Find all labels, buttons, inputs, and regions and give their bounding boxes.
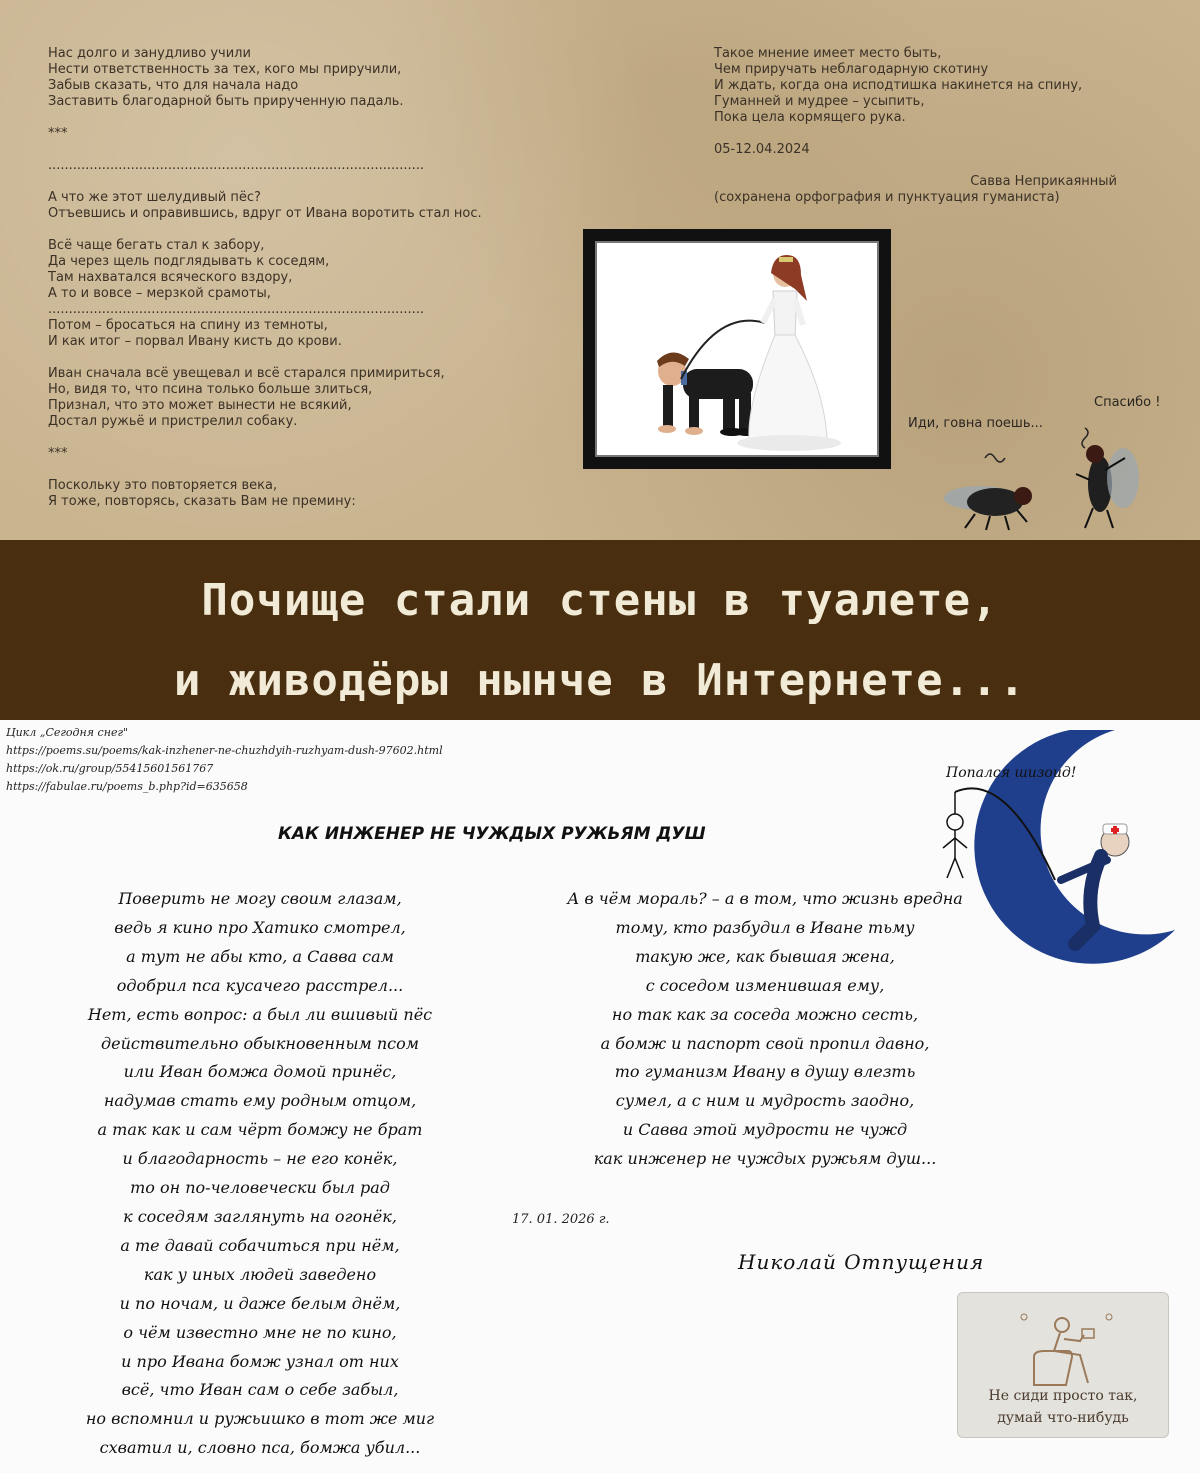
figurine-picture-frame bbox=[583, 229, 891, 469]
fly-speech-right: Спасибо ! bbox=[1094, 395, 1161, 410]
poem-author: Николай Отпущения bbox=[738, 1250, 985, 1274]
poem-left-column: Поверить не могу своим глазам, ведь я кино про Хатико смотрел, а тут не абы кто, а Савва сам одобрил пса кусачего расстрел... Нет, есть вопрос: а был ли вшивый пёс действительно обыкновенным псом или Иван бомжа домой принёс, надумав стать ему родным отцом, а так как и сам чёрт бомжу не брат и благодарность – не его конёк, то он по-человечески был рад к соседям заглянуть на огонёк, а те давай собачиться при нём, как у иных людей заведено и по ночам, и даже белым днём, о чём известно мне не по кино, и про Ивана бомж узнал от них всё, что Иван сам о себе забыл, но вспомнил и ружьишко в тот же миг схватил и, словно пса, бомжа убил... bbox=[85, 889, 435, 1458]
thinker-on-toilet-icon bbox=[1014, 1311, 1114, 1389]
cycle-label: Цикл „Сегодня снег" bbox=[6, 726, 129, 739]
bottom-section bbox=[0, 720, 1200, 1473]
top-section bbox=[0, 0, 1200, 540]
toilet-sign-plaque bbox=[957, 1292, 1169, 1438]
poem-right-column: А в чём мораль? – а в том, что жизнь вредна тому, кто разбудил в Иване тьму такую же, как бывшая жена, с соседом изменившая ему, но так как за соседа можно сесть, а бомж и паспорт свой пропил давно, то гуманизм Ивану в душу влезть сумел, а с ним и мудрость заодно, и Савва этой мудрости не чужд как инженер не чуждых ружьям душ... bbox=[567, 889, 963, 1169]
source-link-fabulae[interactable]: https://fabulae.ru/poems_b.php?id=635658 bbox=[6, 780, 248, 793]
banner-line-2: и живодёры нынче в Интернете... bbox=[173, 655, 1027, 706]
poem-date: 17. 01. 2026 г. bbox=[512, 1212, 610, 1227]
plaque-caption: Не сиди просто так, думай что-нибудь bbox=[988, 1388, 1138, 1426]
banner-line-1: Почище стали стены в туалете, bbox=[201, 575, 999, 626]
bride-leash-groom-figurine-icon bbox=[597, 243, 877, 455]
moon-caption: Попался шизоид! bbox=[946, 765, 1077, 781]
satirical-poem-right: Такое мнение имеет место быть, Чем приручать неблагодарную скотину И ждать, когда она исподтишка накинется на спину, Гуманней и мудрее – усыпить, Пока цела кормящего рука. 05-12.04.2024 Савва Неприкаянный (сохранена орфография и пунктуация гуманиста) bbox=[714, 46, 1117, 205]
poem-title: КАК ИНЖЕНЕР НЕ ЧУЖДЫХ РУЖЬЯМ ДУШ bbox=[278, 824, 706, 844]
source-link-ok[interactable]: https://ok.ru/group/55415601561767 bbox=[6, 762, 214, 775]
banner bbox=[0, 540, 1200, 720]
satirical-poem-left: Нас долго и занудливо учили Нести ответственность за тех, кого мы приручили, Забыв сказать, что для начала надо Заставить благодарной быть прирученную падаль. *** ........................................................................................... А что же этот шелудивый пёс? Отъевшись и оправившись, вдруг от Ивана воротить стал нос. Всё чаще бегать стал к забору, Да через щель подглядывать к соседям, Там нахватался всяческого вздору, А то и вовсе – мерзкой срамоты, ........................................................................................... Потом – бросаться на спину из темноты, И как итог – порвал Ивану кисть до крови. Иван сначала всё увещевал и всё старался примириться, Но, видя то, что псина только больше злиться, Признал, что это может вынести не всякий, Достал ружьё и пристрелил собаку. *** Поскольку это повторяется века, Я тоже, повторясь, сказать Вам не премину: bbox=[48, 46, 482, 509]
source-link-poems[interactable]: https://poems.su/poems/kak-inzhener-ne-chuzhdyih-ruzhyam-dush-97602.html bbox=[6, 744, 443, 757]
fly-speech-left: Иди, говна поешь... bbox=[908, 416, 1043, 431]
flies-icon bbox=[935, 420, 1145, 535]
